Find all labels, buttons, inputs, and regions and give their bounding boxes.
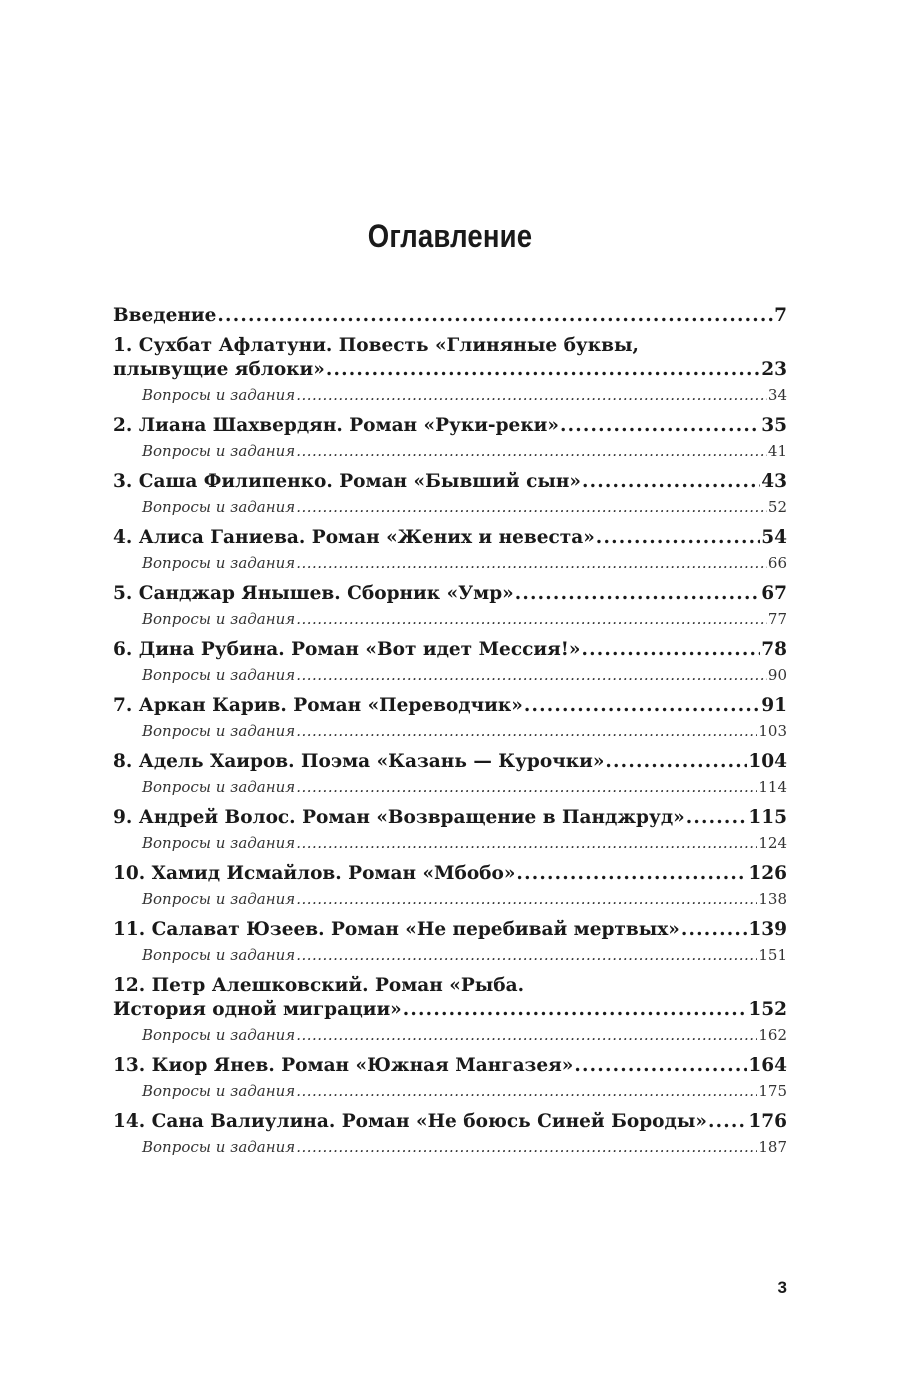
- toc-subentry-page: 162: [758, 1026, 787, 1044]
- dot-leader: [296, 494, 767, 520]
- toc-entry: [113, 694, 787, 744]
- dot-leader: [296, 774, 757, 800]
- toc-entry-row: [113, 862, 787, 886]
- dot-leader: [515, 582, 761, 606]
- toc-subentry-label: Вопросы и задания: [142, 946, 296, 964]
- toc-subentry-label: Вопросы и задания: [142, 834, 296, 852]
- dot-leader: [560, 414, 760, 438]
- toc-subentry-page: 151: [758, 946, 787, 964]
- toc-entry-row: [113, 998, 787, 1022]
- toc-entry: [113, 918, 787, 968]
- toc-entry: [113, 304, 787, 328]
- toc-subentry-label: Вопросы и задания: [142, 722, 296, 740]
- toc-entry: [113, 638, 787, 688]
- dot-leader: [296, 662, 767, 688]
- toc-entry-page: 23: [761, 359, 787, 380]
- toc-entry-page: 176: [748, 1111, 787, 1132]
- toc-entry: [113, 334, 787, 408]
- toc-entry-row: [113, 750, 787, 774]
- toc-subentry-page: 77: [767, 610, 787, 628]
- toc-entry-title: 11. Салават Юзеев. Роман «Не перебивай мертвых»: [113, 919, 680, 940]
- toc-subentry-label: Вопросы и задания: [142, 890, 296, 908]
- toc-subentry-label: Вопросы и задания: [142, 554, 296, 572]
- toc-subentry-page: 114: [758, 778, 787, 796]
- toc-subentry-label: Вопросы и задания: [142, 666, 296, 684]
- toc-entry-row: [113, 638, 787, 662]
- toc-subentry-page: 175: [758, 1082, 787, 1100]
- toc-subentry-label: Вопросы и задания: [142, 1138, 296, 1156]
- toc-entry-row: [113, 918, 787, 942]
- toc-subentry-page: 34: [767, 386, 787, 404]
- toc-entry: [113, 1110, 787, 1160]
- toc-entry-row: [113, 470, 787, 494]
- toc-entry-title: 7. Аркан Карив. Роман «Переводчик»: [113, 695, 523, 716]
- dot-leader: [217, 304, 773, 328]
- page-number: 3: [777, 1278, 787, 1297]
- dot-leader: [524, 694, 760, 718]
- dot-leader: [403, 998, 748, 1022]
- toc-subentry-row: [113, 494, 787, 520]
- dot-leader: [574, 1054, 747, 1078]
- toc-subentry-row: [113, 662, 787, 688]
- toc-entry-page: 104: [748, 751, 787, 772]
- toc-subentry-page: 103: [758, 722, 787, 740]
- dot-leader: [686, 806, 748, 830]
- toc-entry-title: Введение: [113, 305, 217, 326]
- dot-leader: [326, 358, 760, 382]
- toc-entry-page: 54: [761, 527, 787, 548]
- dot-leader: [296, 1078, 757, 1104]
- dot-leader: [296, 942, 757, 968]
- toc-entry-page: 115: [748, 807, 787, 828]
- toc-entry-page: 126: [748, 863, 787, 884]
- toc-entry: [113, 862, 787, 912]
- dot-leader: [296, 1022, 757, 1048]
- toc-entry-row: [113, 304, 787, 328]
- toc-subentry-row: [113, 774, 787, 800]
- dot-leader: [296, 1134, 757, 1160]
- toc-entry-page: 7: [774, 305, 787, 326]
- toc-entry-title: плывущие яблоки»: [113, 359, 325, 380]
- toc-entry-title: 3. Саша Филипенко. Роман «Бывший сын»: [113, 471, 581, 492]
- toc-entry-page: 35: [761, 415, 787, 436]
- toc-entry-page: 139: [748, 919, 787, 940]
- toc-entry-row: [113, 414, 787, 438]
- toc-subentry-row: [113, 382, 787, 408]
- dot-leader: [681, 918, 748, 942]
- dot-leader: [516, 862, 747, 886]
- toc-entry: [113, 974, 787, 1048]
- dot-leader: [596, 526, 760, 550]
- toc-entry-title: 2. Лиана Шахвердян. Роман «Руки-реки»: [113, 415, 559, 436]
- toc-entry-title: 8. Адель Хаиров. Поэма «Казань — Курочки»: [113, 751, 605, 772]
- toc-subentry-page: 41: [767, 442, 787, 460]
- toc-entry-title: История одной миграции»: [113, 999, 402, 1020]
- toc-subentry-row: [113, 1078, 787, 1104]
- toc-entry: [113, 414, 787, 464]
- toc-entry: [113, 526, 787, 576]
- toc-subentry-row: [113, 438, 787, 464]
- dot-leader: [296, 382, 767, 408]
- toc-entry-title-line: 12. Петр Алешковский. Роман «Рыба.: [113, 975, 525, 996]
- toc-subentry-label: Вопросы и задания: [142, 498, 296, 516]
- toc-entry-title: 6. Дина Рубина. Роман «Вот идет Мессия!»: [113, 639, 581, 660]
- toc-entry-title: 5. Санджар Янышев. Сборник «Умр»: [113, 583, 514, 604]
- toc-entry: [113, 1054, 787, 1104]
- toc-entry-row: [113, 1054, 787, 1078]
- toc-entry-page: 43: [761, 471, 787, 492]
- table-of-contents: [113, 304, 787, 1166]
- toc-subentry-label: Вопросы и задания: [142, 1082, 296, 1100]
- toc-entry: [113, 582, 787, 632]
- toc-entry-row: [113, 806, 787, 830]
- toc-subentry-label: Вопросы и задания: [142, 1026, 296, 1044]
- dot-leader: [296, 718, 757, 744]
- toc-entry-title: 14. Сана Валиулина. Роман «Не боюсь Синей Бороды»: [113, 1111, 707, 1132]
- toc-subentry-page: 124: [758, 834, 787, 852]
- toc-entry-page: 67: [761, 583, 787, 604]
- toc-subentry-page: 187: [758, 1138, 787, 1156]
- toc-subentry-label: Вопросы и задания: [142, 778, 296, 796]
- toc-subentry-row: [113, 1022, 787, 1048]
- toc-subentry-row: [113, 886, 787, 912]
- dot-leader: [605, 750, 747, 774]
- toc-subentry-label: Вопросы и задания: [142, 442, 296, 460]
- toc-subentry-page: 52: [767, 498, 787, 516]
- toc-entry-title: 10. Хамид Исмайлов. Роман «Мбобо»: [113, 863, 516, 884]
- toc-entry: [113, 750, 787, 800]
- dot-leader: [582, 470, 760, 494]
- toc-subentry-row: [113, 1134, 787, 1160]
- toc-subentry-row: [113, 942, 787, 968]
- toc-subentry-page: 138: [758, 890, 787, 908]
- toc-subentry-row: [113, 606, 787, 632]
- toc-entry: [113, 470, 787, 520]
- dot-leader: [296, 830, 757, 856]
- toc-entry-page: 164: [748, 1055, 787, 1076]
- toc-entry-page: 78: [761, 639, 787, 660]
- toc-subentry-page: 90: [767, 666, 787, 684]
- dot-leader: [296, 438, 767, 464]
- dot-leader: [296, 550, 767, 576]
- toc-subentry-label: Вопросы и задания: [142, 610, 296, 628]
- toc-subentry-row: [113, 550, 787, 576]
- toc-subentry-page: 66: [767, 554, 787, 572]
- dot-leader: [708, 1110, 747, 1134]
- toc-subentry-label: Вопросы и задания: [142, 386, 296, 404]
- dot-leader: [296, 606, 767, 632]
- toc-entry: [113, 806, 787, 856]
- toc-entry-title-line: 1. Сухбат Афлатуни. Повесть «Глиняные буквы,: [113, 335, 639, 356]
- toc-entry-row: [113, 582, 787, 606]
- page-title: Оглавление: [367, 218, 533, 254]
- toc-entry-title: 13. Киор Янев. Роман «Южная Мангазея»: [113, 1055, 574, 1076]
- toc-entry-row: [113, 358, 787, 382]
- toc-subentry-row: [113, 718, 787, 744]
- toc-entry-row: [113, 526, 787, 550]
- toc-entry-page: 91: [761, 695, 787, 716]
- toc-entry-row: [113, 1110, 787, 1134]
- toc-subentry-row: [113, 830, 787, 856]
- dot-leader: [581, 638, 760, 662]
- toc-entry-page: 152: [748, 999, 787, 1020]
- dot-leader: [296, 886, 757, 912]
- toc-entry-title: 4. Алиса Ганиева. Роман «Жених и невеста»: [113, 527, 595, 548]
- toc-entry-row: [113, 694, 787, 718]
- toc-entry-title: 9. Андрей Волос. Роман «Возвращение в Панджруд»: [113, 807, 685, 828]
